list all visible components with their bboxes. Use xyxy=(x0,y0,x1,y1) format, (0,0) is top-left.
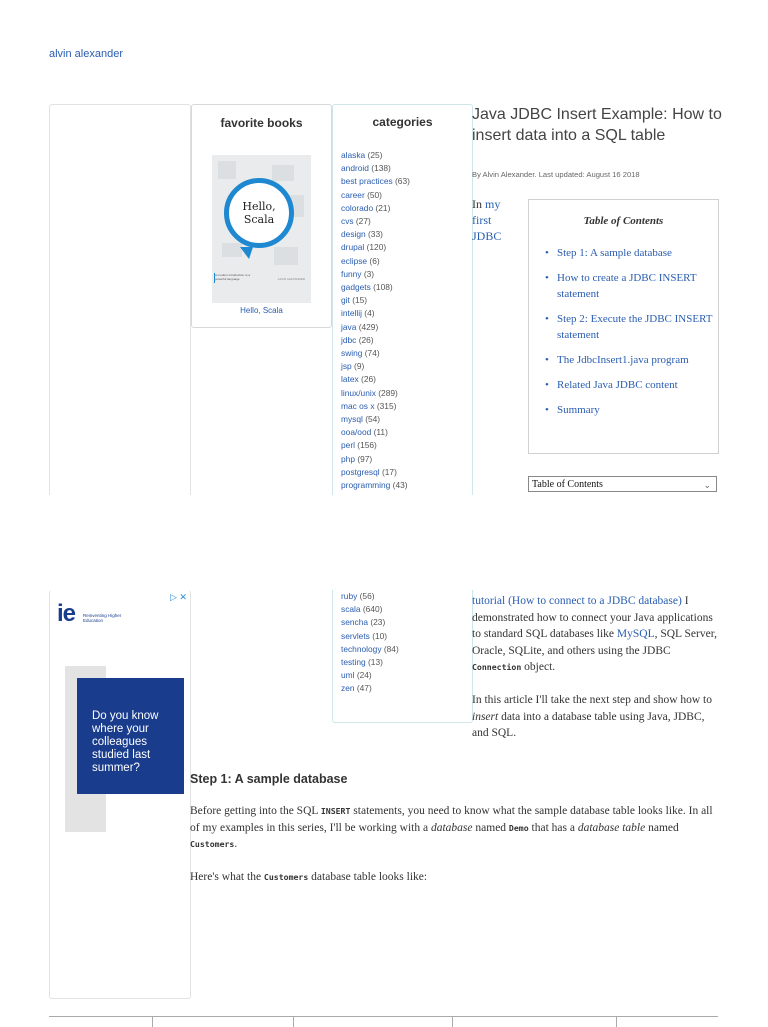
category-item xyxy=(341,255,410,268)
toc-heading: Table of Contents xyxy=(583,215,664,227)
category-item xyxy=(341,413,410,426)
table-col-3 xyxy=(293,1017,453,1027)
categories-heading: categories xyxy=(372,115,433,129)
cover-subtitle: A modern introduction to a powerful language xyxy=(215,273,251,281)
category-item xyxy=(341,466,410,479)
p3-code-demo: Demo xyxy=(508,822,529,833)
category-count: (54) xyxy=(365,414,381,425)
article-intro xyxy=(472,196,522,244)
p3-emphasis-table: database table xyxy=(577,821,646,834)
category-count: (23) xyxy=(370,617,386,628)
speech-bubble-icon xyxy=(224,178,294,248)
category-link[interactable]: linux/unix xyxy=(341,387,376,398)
category-link[interactable]: latex xyxy=(341,374,359,385)
category-item xyxy=(341,162,410,175)
category-link[interactable]: mac os x xyxy=(341,400,375,411)
p3-code-insert: INSERT xyxy=(320,806,351,816)
category-item xyxy=(341,603,399,616)
toc-item-create-insert[interactable]: • How to create a JDBC INSERT statement xyxy=(545,270,715,302)
category-link[interactable]: servlets xyxy=(341,630,370,641)
category-count: (97) xyxy=(357,453,373,464)
category-count: (13) xyxy=(368,657,383,668)
article-paragraph-3 xyxy=(190,803,720,853)
category-link[interactable]: zen xyxy=(341,683,355,694)
toc-item-program[interactable]: • The JdbcInsert1.java program xyxy=(545,352,715,368)
categories-list-continued xyxy=(341,590,399,696)
category-count: (63) xyxy=(395,176,410,187)
category-link[interactable]: php xyxy=(341,453,355,464)
p1-text-a: I demonstrated how to connect your Java applications to standard SQL databases like xyxy=(472,595,713,640)
category-count: (9) xyxy=(354,361,365,372)
category-count: (11) xyxy=(373,427,388,438)
category-item xyxy=(341,453,410,466)
category-link[interactable]: technology xyxy=(341,643,382,654)
category-count: (25) xyxy=(367,150,383,160)
p1-code-connection: Connection xyxy=(472,662,522,672)
category-item xyxy=(341,175,410,188)
category-item xyxy=(341,682,399,695)
category-item xyxy=(341,189,410,202)
category-item xyxy=(341,149,410,162)
p3-emphasis-database: database xyxy=(430,821,473,834)
mysql-link[interactable]: MySQL xyxy=(616,628,655,640)
category-link[interactable]: ruby xyxy=(341,591,358,601)
category-item xyxy=(341,347,410,360)
table-col-4 xyxy=(452,1017,617,1027)
category-item xyxy=(341,321,410,334)
category-count: (24) xyxy=(356,670,372,681)
book-caption-link[interactable]: Hello, Scala xyxy=(240,306,283,315)
p3-text-a: Before getting into the SQL xyxy=(190,805,318,817)
category-count: (4) xyxy=(364,308,375,319)
ad-brand-logo[interactable] xyxy=(57,600,122,628)
category-link[interactable]: mysql xyxy=(341,414,363,425)
table-col-1 xyxy=(49,1017,152,1027)
category-count: (3) xyxy=(363,268,375,279)
category-count: (315) xyxy=(376,400,397,411)
first-jdbc-link[interactable]: my first JDBC xyxy=(472,197,502,243)
category-count: (17) xyxy=(381,466,397,477)
category-link[interactable]: gadgets xyxy=(341,282,371,293)
p3-code-customers: Customers xyxy=(190,839,235,849)
category-link[interactable]: testing xyxy=(341,657,366,668)
category-item xyxy=(341,590,399,603)
category-count: (43) xyxy=(392,480,408,491)
category-count: (27) xyxy=(355,216,371,227)
category-link[interactable]: intellij xyxy=(341,308,362,319)
category-link[interactable]: swing xyxy=(341,348,363,359)
category-item xyxy=(341,616,399,629)
category-count: (108) xyxy=(373,282,393,293)
favorite-books-panel xyxy=(191,104,332,328)
category-link[interactable]: programming xyxy=(341,480,391,491)
category-item xyxy=(341,215,410,228)
category-count: (289) xyxy=(378,387,398,398)
table-col-5 xyxy=(616,1017,718,1027)
category-count: (50) xyxy=(367,189,382,200)
ad-tagline: Reinventing Higher Education xyxy=(83,613,122,623)
category-link[interactable]: ooa/ood xyxy=(341,427,372,438)
favorite-books-heading: favorite books xyxy=(220,116,303,130)
categories-list xyxy=(341,149,410,492)
category-item xyxy=(341,400,410,413)
toc-item-related[interactable]: • Related Java JDBC content xyxy=(545,377,715,393)
category-item xyxy=(341,281,410,294)
table-of-contents-box xyxy=(528,199,719,454)
toc-select-value: Table of Contents xyxy=(532,479,603,490)
category-item xyxy=(341,334,410,347)
article-title: Java JDBC Insert Example: How to insert data into a SQL table xyxy=(472,106,722,144)
category-count: (47) xyxy=(356,683,372,694)
category-count: (26) xyxy=(361,374,376,385)
ad-message-card[interactable] xyxy=(77,678,184,794)
category-count: (15) xyxy=(352,295,368,306)
site-title-link[interactable]: alvin alexander xyxy=(49,48,123,60)
p2-text-b: data into a database table using Java, JDBC, and SQL. xyxy=(472,710,705,739)
cover-title: Hello, Scala xyxy=(242,200,276,226)
p3-text-e: named xyxy=(648,821,679,834)
bubble-tail-shape xyxy=(240,247,253,259)
category-link[interactable]: alaska xyxy=(341,150,366,160)
category-count: (33) xyxy=(368,229,383,240)
category-link[interactable]: android xyxy=(341,163,369,174)
category-count: (56) xyxy=(359,591,375,601)
article-paragraph-4 xyxy=(190,869,720,886)
category-link[interactable]: design xyxy=(341,229,366,240)
customers-table xyxy=(49,1016,718,1027)
p4-text-b: database table looks like: xyxy=(311,871,428,883)
article-paragraph-2 xyxy=(472,692,722,742)
ad-choices-icon[interactable]: ▷ ✕ xyxy=(170,592,187,602)
p3-text-c: named xyxy=(475,821,507,834)
p4-text-a: Here's what the xyxy=(190,871,262,883)
category-count: (120) xyxy=(366,242,387,253)
toc-item-step2[interactable]: • Step 2: Execute the JDBC INSERT statement xyxy=(545,311,715,343)
p3-text-f: . xyxy=(234,838,238,850)
category-item xyxy=(341,202,410,215)
category-count: (26) xyxy=(358,334,374,345)
category-item xyxy=(341,373,410,386)
category-count: (10) xyxy=(372,630,388,641)
category-count: (74) xyxy=(364,348,380,359)
categories-panel xyxy=(332,104,473,495)
intro-text: In xyxy=(472,197,482,211)
category-link[interactable]: postgresql xyxy=(341,466,380,477)
category-count: (640) xyxy=(362,604,383,615)
p2-emphasis: insert xyxy=(472,710,499,723)
ad-brand-name: ie xyxy=(57,600,76,627)
p3-text-d: that has a xyxy=(531,821,575,834)
ad-message-text: Do you know where your colleagues studied last summer? xyxy=(92,710,159,774)
category-link[interactable]: jdbc xyxy=(341,334,357,345)
category-count: (156) xyxy=(357,440,377,451)
category-item xyxy=(341,268,410,281)
cover-author: ALVIN ALEXANDER xyxy=(277,277,305,281)
p1-text-c: object. xyxy=(524,661,556,673)
category-link[interactable]: sencha xyxy=(341,617,369,628)
category-link[interactable]: drupal xyxy=(341,242,365,253)
category-item xyxy=(341,307,410,320)
category-count: (84) xyxy=(383,643,399,654)
category-item xyxy=(341,656,399,669)
cover-footer xyxy=(212,273,311,286)
category-item xyxy=(341,439,410,452)
category-link[interactable]: best practices xyxy=(341,176,393,187)
book-cover-image[interactable] xyxy=(212,155,311,303)
category-link[interactable]: career xyxy=(341,189,365,200)
toc-select-dropdown[interactable] xyxy=(528,476,717,492)
article-paragraph-1 xyxy=(472,593,722,676)
category-item xyxy=(341,228,410,241)
category-count: (138) xyxy=(371,163,391,174)
category-item xyxy=(341,294,410,307)
p4-code-customers: Customers xyxy=(263,872,309,882)
left-sidebar-panel xyxy=(49,104,191,495)
category-count: (21) xyxy=(375,202,391,213)
table-col-2 xyxy=(152,1017,294,1027)
categories-panel-continued xyxy=(332,590,473,723)
category-link[interactable]: eclipse xyxy=(341,255,368,266)
category-link[interactable]: cvs xyxy=(341,216,354,227)
jdbc-connect-tutorial-link[interactable]: tutorial (How to connect to a JDBC database) xyxy=(472,595,682,607)
category-link[interactable]: scala xyxy=(341,604,361,615)
category-link[interactable]: java xyxy=(341,321,357,332)
toc-item-summary[interactable]: • Summary xyxy=(545,402,715,418)
category-item xyxy=(341,360,410,373)
category-link[interactable]: jsp xyxy=(341,361,352,372)
chevron-down-icon: ⌄ xyxy=(703,480,711,490)
category-link[interactable]: colorado xyxy=(341,202,374,213)
category-count: (6) xyxy=(369,255,380,266)
category-item xyxy=(341,426,410,439)
category-link[interactable]: funny xyxy=(341,268,362,279)
p1-text-b: , SQL Server, Oracle, SQLite, and others using the JDBC xyxy=(472,628,717,657)
article-byline: By Alvin Alexander. Last updated: August 16 2018 xyxy=(472,170,640,179)
p2-text-a: In this article I'll take the next step and show how to xyxy=(472,694,713,706)
step1-heading: Step 1: A sample database xyxy=(190,772,348,786)
category-link[interactable]: git xyxy=(341,295,350,306)
toc-item-step1[interactable]: • Step 1: A sample database xyxy=(545,245,715,261)
category-item xyxy=(341,387,410,400)
category-link[interactable]: perl xyxy=(341,440,355,451)
category-item xyxy=(341,241,410,254)
category-item xyxy=(341,669,399,682)
p3-text-b: statements, you need to know what the sample database table looks like. In all of my examples in this series, I'll be working with a xyxy=(190,805,713,834)
category-item xyxy=(341,630,399,643)
category-count: (429) xyxy=(358,321,379,332)
toc-list xyxy=(545,245,715,427)
category-item xyxy=(341,643,399,656)
category-item xyxy=(341,479,410,492)
category-link[interactable]: uml xyxy=(341,670,355,681)
